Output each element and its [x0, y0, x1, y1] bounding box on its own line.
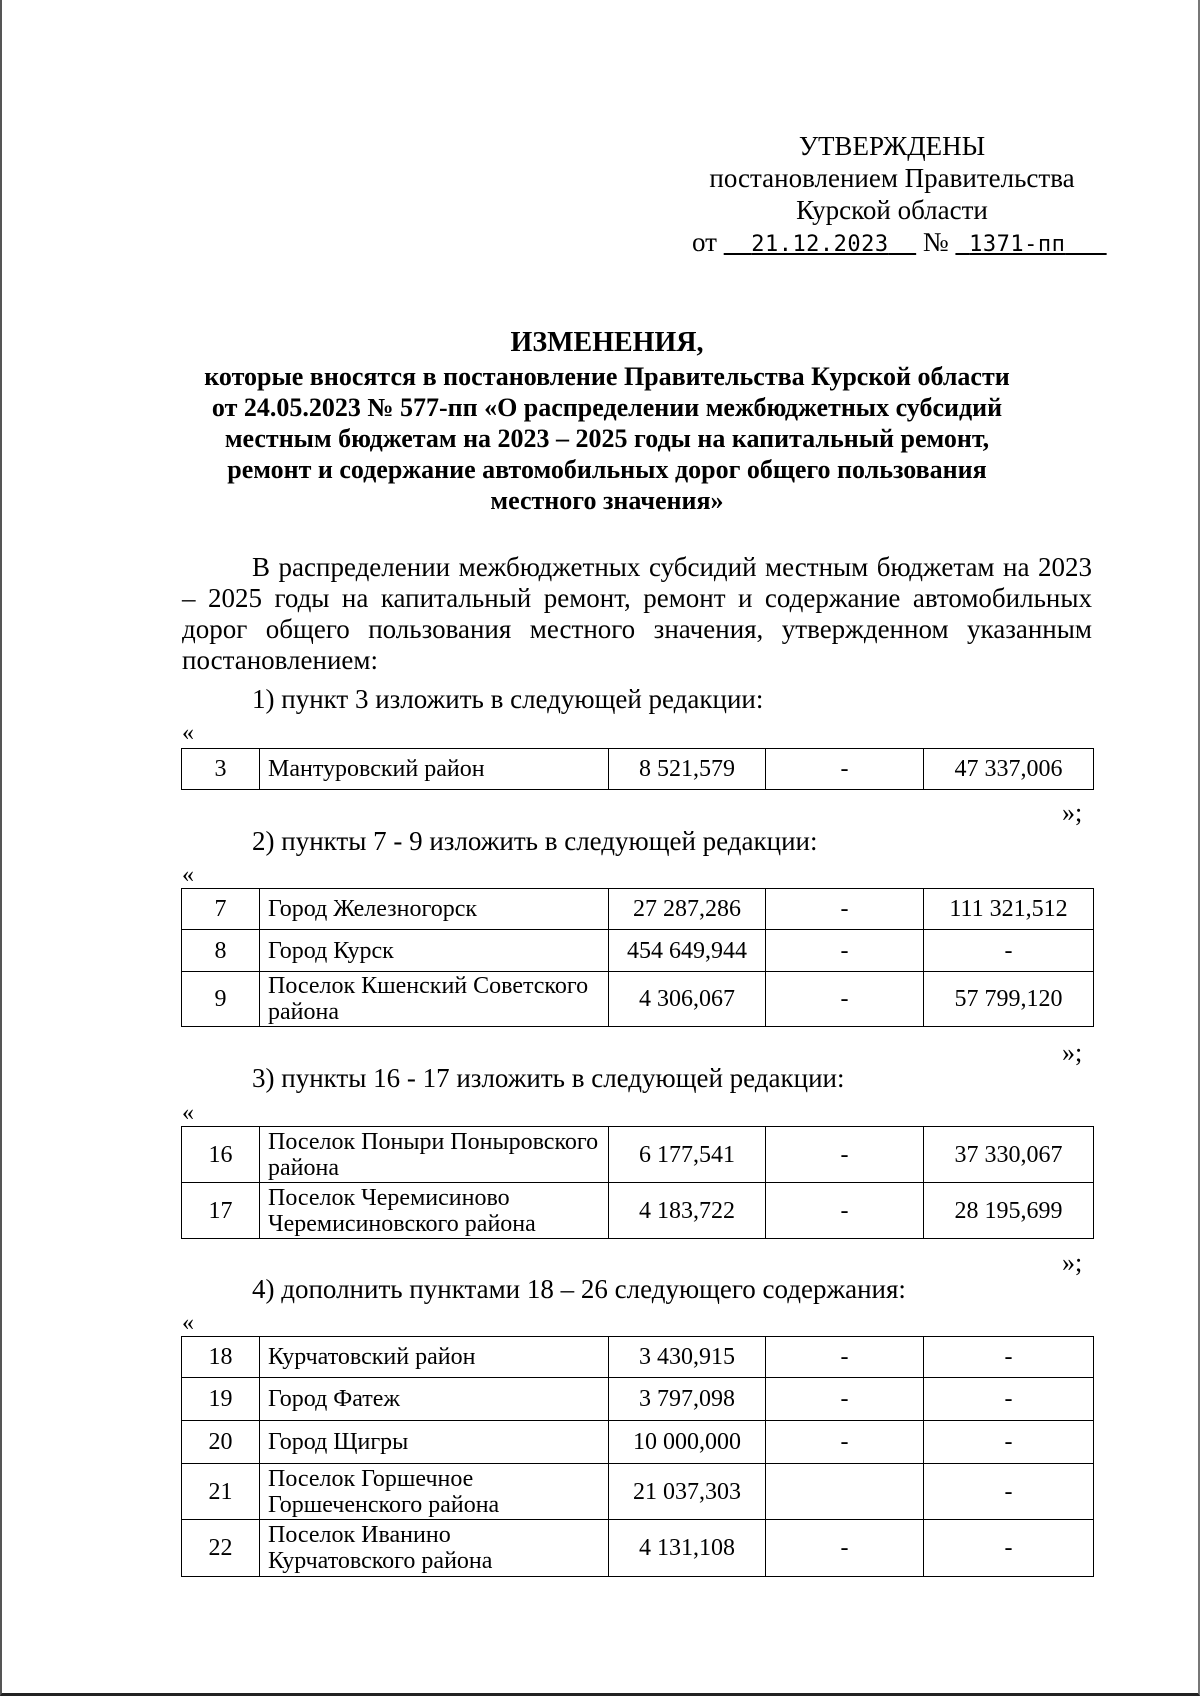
cell-name: Поселок Иванино Курчатовского района	[260, 1520, 609, 1577]
cell-num: 3	[182, 749, 260, 790]
quote-close: »;	[1062, 1248, 1083, 1277]
table-row	[182, 1127, 1094, 1183]
cell-value-2024: -	[766, 1183, 924, 1239]
cell-value-2023: 27 287,286	[609, 889, 766, 930]
quote-open: «	[182, 1310, 194, 1336]
section-label-2: 2) пункты 7 - 9 изложить в следующей редакции:	[252, 826, 818, 856]
table-row	[182, 1378, 1094, 1421]
cell-value-2025: -	[924, 1464, 1094, 1520]
cell-value-2025: 47 337,006	[924, 749, 1094, 790]
amend-table-3	[181, 1126, 1094, 1239]
quote-open: «	[182, 1100, 194, 1126]
title-line: местным бюджетам на 2023 – 2025 годы на капитальный ремонт,	[224, 424, 990, 453]
cell-name: Курчатовский район	[260, 1337, 609, 1378]
cell-num: 22	[182, 1520, 260, 1577]
cell-value-2025: 57 799,120	[924, 972, 1094, 1027]
cell-value-2023: 4 131,108	[609, 1520, 766, 1577]
document-title	[162, 325, 1052, 516]
title-heading: ИЗМЕНЕНИЯ,	[510, 327, 704, 358]
cell-name: Город Щигры	[260, 1421, 609, 1464]
cell-value-2024: -	[766, 1337, 924, 1378]
quote-open: «	[182, 720, 194, 746]
cell-value-2024: -	[766, 1520, 924, 1577]
cell-value-2024: -	[766, 1127, 924, 1183]
quote-close: »;	[1062, 798, 1083, 827]
cell-value-2024: -	[766, 1421, 924, 1464]
table-row	[182, 930, 1094, 972]
approval-date: 21.12.2023	[751, 232, 889, 257]
cell-value-2025: -	[924, 1378, 1094, 1421]
quote-close: »;	[1062, 1038, 1083, 1067]
cell-value-2025: -	[924, 930, 1094, 972]
cell-value-2023: 4 306,067	[609, 972, 766, 1027]
approval-title: УТВЕРЖДЕНЫ	[798, 131, 986, 161]
cell-name: Поселок Поныри Поныровского района	[260, 1127, 609, 1183]
title-line: от 24.05.2023 № 577-пп «О распределении межбюджетных субсидий	[211, 393, 1003, 422]
cell-value-2024: -	[766, 1378, 924, 1421]
approval-line-resolution: постановлением Правительства	[709, 163, 1075, 193]
cell-value-2023: 6 177,541	[609, 1127, 766, 1183]
section-label-3: 3) пункты 16 - 17 изложить в следующей редакции:	[252, 1063, 845, 1093]
table-row	[182, 1183, 1094, 1239]
table-row	[182, 1464, 1094, 1520]
cell-value-2025: 111 321,512	[924, 889, 1094, 930]
cell-num: 21	[182, 1464, 260, 1520]
title-line: ремонт и содержание автомобильных дорог общего пользования	[227, 455, 987, 484]
amend-table-2	[181, 888, 1094, 1027]
title-line: которые вносятся в постановление Правительства Курской области	[204, 362, 1010, 391]
table-row	[182, 1520, 1094, 1577]
cell-num: 20	[182, 1421, 260, 1464]
cell-num: 16	[182, 1127, 260, 1183]
cell-value-2024: -	[766, 972, 924, 1027]
cell-num: 7	[182, 889, 260, 930]
cell-value-2025: 37 330,067	[924, 1127, 1094, 1183]
cell-name: Город Фатеж	[260, 1378, 609, 1421]
approval-line-region: Курской области	[796, 195, 988, 225]
cell-num: 18	[182, 1337, 260, 1378]
cell-num: 19	[182, 1378, 260, 1421]
number-sign: №	[922, 227, 949, 257]
cell-value-2023: 10 000,000	[609, 1421, 766, 1464]
cell-value-2023: 454 649,944	[609, 930, 766, 972]
cell-name: Поселок Кшенский Советского района	[260, 972, 609, 1027]
amend-table-1	[181, 748, 1094, 790]
cell-value-2024: -	[766, 749, 924, 790]
section-label-1: 1) пункт 3 изложить в следующей редакции:	[252, 684, 764, 714]
cell-value-2024: -	[766, 889, 924, 930]
quote-open: «	[182, 862, 194, 888]
cell-value-2023: 3 430,915	[609, 1337, 766, 1378]
cell-name: Поселок Черемисиново Черемисиновского района	[260, 1183, 609, 1239]
approval-number: 1371-пп	[969, 232, 1066, 257]
cell-name: Поселок Горшечное Горшеченского района	[260, 1464, 609, 1520]
intro-paragraph: В распределении межбюджетных субсидий местным бюджетам на 2023 – 2025 годы на капитальный ремонт, ремонт и содержание автомобильных дорог общего пользования местного значения, утвержденном указанным постановлением:	[182, 552, 1092, 675]
amend-table-4	[181, 1336, 1094, 1577]
table-row	[182, 889, 1094, 930]
title-line: местного значения»	[490, 486, 724, 515]
cell-value-2023: 3 797,098	[609, 1378, 766, 1421]
cell-value-2024: -	[766, 930, 924, 972]
table-row	[182, 749, 1094, 790]
section-label-4: 4) дополнить пунктами 18 – 26 следующего содержания:	[252, 1274, 906, 1304]
cell-value-2025: -	[924, 1337, 1094, 1378]
cell-value-2023: 21 037,303	[609, 1464, 766, 1520]
cell-num: 17	[182, 1183, 260, 1239]
cell-value-2025: 28 195,699	[924, 1183, 1094, 1239]
cell-num: 9	[182, 972, 260, 1027]
approval-date-number	[692, 226, 1092, 261]
cell-value-2025: -	[924, 1520, 1094, 1577]
cell-name: Город Курск	[260, 930, 609, 972]
cell-value-2024	[766, 1464, 924, 1520]
table-row	[182, 1421, 1094, 1464]
cell-name: Город Железногорск	[260, 889, 609, 930]
cell-value-2025: -	[924, 1421, 1094, 1464]
table-row	[182, 972, 1094, 1027]
cell-name: Мантуровский район	[260, 749, 609, 790]
date-prefix: от	[692, 227, 717, 257]
table-row	[182, 1337, 1094, 1378]
approval-stamp	[692, 130, 1092, 261]
cell-value-2023: 8 521,579	[609, 749, 766, 790]
cell-num: 8	[182, 930, 260, 972]
cell-value-2023: 4 183,722	[609, 1183, 766, 1239]
